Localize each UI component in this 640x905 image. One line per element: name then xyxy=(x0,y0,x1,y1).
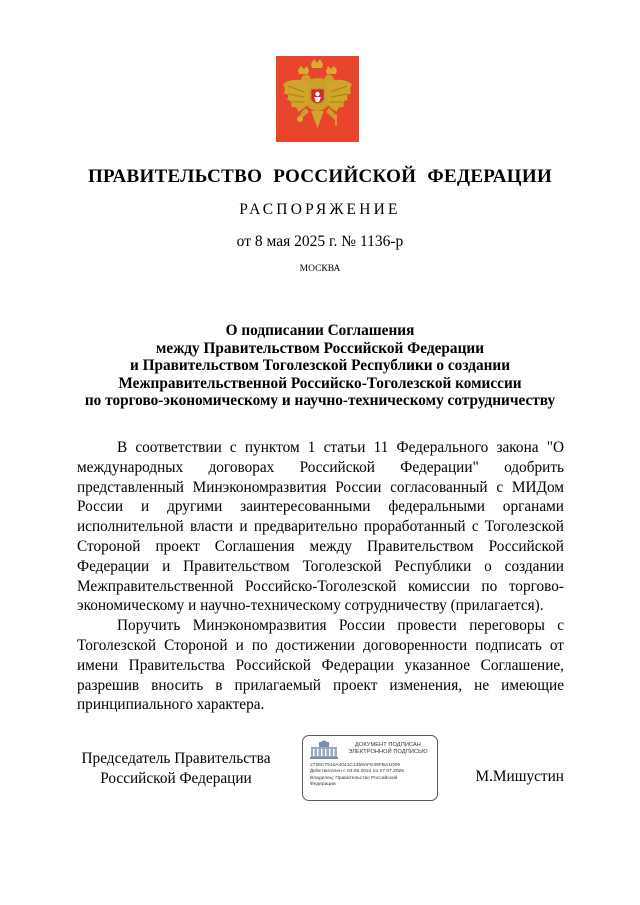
document-type: РАСПОРЯЖЕНИЕ xyxy=(239,201,401,218)
heading-line: и Правительством Тоголезской Республики о создании xyxy=(129,357,511,374)
document-body xyxy=(77,438,564,715)
body-paragraph: В соответствии с пунктом 1 статьи 11 Федерального закона "О международных договорах Российской Федерации" одобрить представленный Минэкономразвития России согласованный с МИДом России и другими заинтересованными федеральными органами исполнительной власти и предварительно проработанный с Тоголезской Стороной проект Соглашения между Правительством Российской Федерации и Правительством Тоголезской Республики о создании Межправительственной Российско-Тоголезской комиссии по торгово-экономическому и научно-техническому сотрудничеству (прилагается). xyxy=(77,439,564,615)
stamp-owner: Федерации xyxy=(310,781,336,787)
stamp-details xyxy=(310,763,436,788)
coat-of-arms-emblem xyxy=(276,56,359,142)
document-heading xyxy=(60,322,580,410)
stamp-owner: Владелец: Правительство Российской xyxy=(310,775,398,781)
stamp-title-line: ЭЛЕКТРОННОЙ ПОДПИСЬЮ xyxy=(348,749,428,755)
stamp-title xyxy=(340,742,436,756)
heading-line: Межправительственной Российско-Тоголезской комиссии xyxy=(118,374,522,392)
stamp-certificate: 2726C7910A4041C1458AFE36FBA1D09 xyxy=(310,763,400,768)
signer-position xyxy=(76,749,276,788)
document-date-number: от 8 мая 2025 г. № 1136-р xyxy=(236,233,404,250)
organization-title: ПРАВИТЕЛЬСТВО РОССИЙСКОЙ ФЕДЕРАЦИИ xyxy=(87,166,553,187)
heading-line: О подписании Соглашения xyxy=(225,322,415,339)
stamp-validity: Действителен с 03.05.2024 по 27.07.2025 xyxy=(310,769,404,775)
electronic-signature-stamp xyxy=(302,735,438,801)
signer-position-line: Председатель Правительства xyxy=(81,750,271,767)
signer-name: М.Мишустин xyxy=(475,768,564,785)
government-building-icon xyxy=(309,740,339,760)
body-paragraph: Поручить Минэкономразвития России провести переговоры с Тоголезской Стороной и по достижении договоренности подписать от имени Правительства Российской Федерации указанное Соглашение, разрешив вносить в прилагаемый проект изменения, не имеющие принципиального характера. xyxy=(77,617,564,714)
stamp-title-line: ДОКУМЕНТ ПОДПИСАН xyxy=(355,742,421,748)
signer-position-line: Российской Федерации xyxy=(100,769,252,787)
document-city: МОСКВА xyxy=(299,264,341,274)
heading-line: между Правительством Российской Федерации xyxy=(155,339,485,357)
heading-line: по торгово-экономическому и научно-техническому сотрудничеству xyxy=(84,392,556,409)
